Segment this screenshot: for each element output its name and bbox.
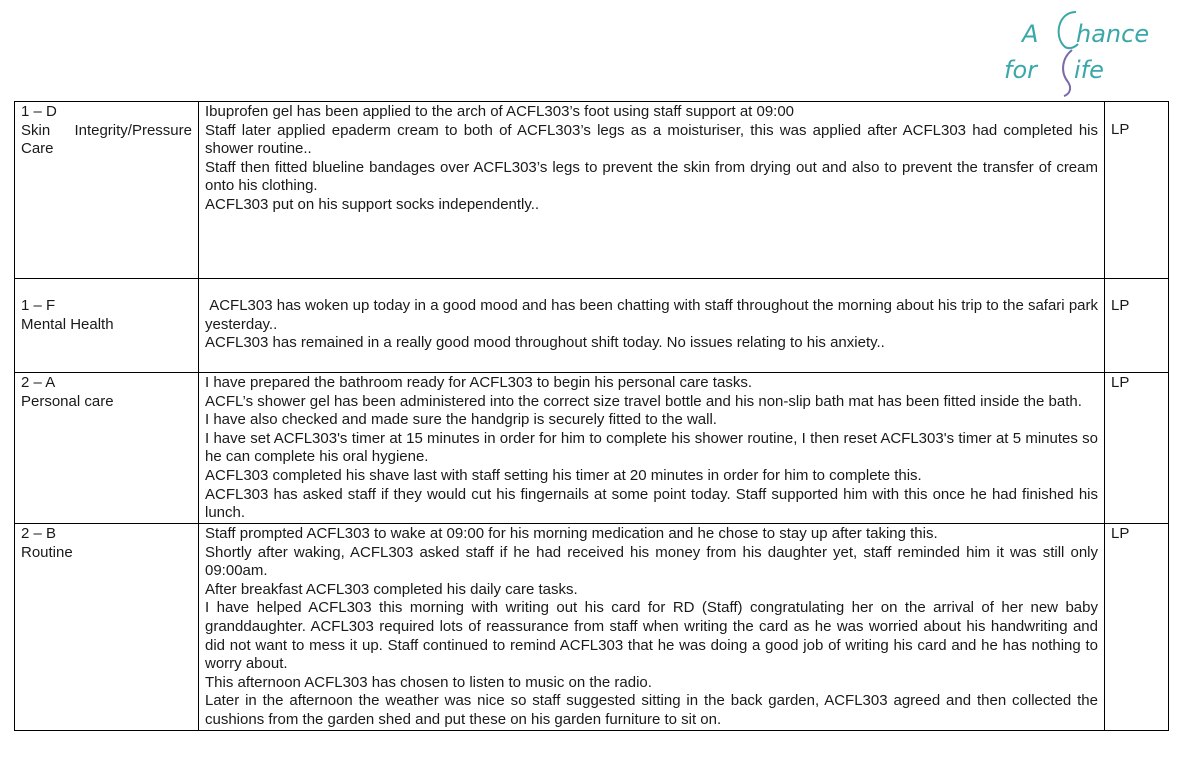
note-paragraph: After breakfast ACFL303 completed his daily care tasks. — [205, 580, 578, 598]
note-paragraph: Later in the afternoon the weather was nice so staff suggested sitting in the back garden, ACFL303 agreed and then collected the cushions from the garden shed and put these on his garden furniture to sit on. — [205, 692, 1098, 728]
section-cell — [15, 373, 199, 524]
staff-initials: LP — [1111, 121, 1130, 138]
note-paragraph: I have also checked and made sure the handgrip is securely fitted to the wall. — [205, 411, 717, 429]
section-cell — [15, 279, 199, 373]
section-cell — [15, 102, 199, 279]
note-paragraph: ACFL303 has asked staff if they would cut his fingernails at some point today. Staff supported him with this once he had finished his lunch. — [205, 485, 1098, 522]
note-paragraph: Staff then fitted blueline bandages over ACFL303’s legs to prevent the skin from drying out and also to prevent the transfer of cream onto his clothing. — [205, 158, 1098, 195]
section-title: Personal care — [21, 392, 114, 410]
notes-cell — [199, 279, 1105, 373]
staff-initials-cell — [1105, 102, 1169, 279]
staff-initials: LP — [1111, 525, 1130, 542]
staff-initials-cell — [1105, 279, 1169, 373]
section-cell — [15, 524, 199, 731]
note-paragraph: ACFL’s shower gel has been administered into the correct size travel bottle and his non-slip bath mat has been fitted inside the bath. — [205, 392, 1082, 410]
staff-initials-cell — [1105, 373, 1169, 524]
note-paragraph: I have helped ACFL303 this morning with writing out his card for RD (Staff) congratulating her on the arrival of her new baby granddaughter. ACFL303 required lots of reassurance from staff when writing the card as he was worried about his handwriting and did not want to mess it up. Staff continued to remind ACFL303 that he was doing a good job of writing his card and he has nothing to worry about. — [205, 599, 1098, 673]
staff-initials: LP — [1111, 374, 1130, 391]
table-row — [15, 279, 1169, 373]
section-title: Skin Integrity/Pressure Care — [21, 121, 192, 158]
note-paragraph: Ibuprofen gel has been applied to the arch of ACFL303’s foot using staff support at 09:00 — [205, 103, 795, 120]
logo-letter-a: A — [1022, 20, 1039, 48]
note-paragraph: ACFL303 has woken up today in a good mood and has been chatting with staff throughout the morning about his trip to the safari park yesterday.. — [205, 297, 1103, 333]
notes-cell — [199, 373, 1105, 524]
logo-word-for: for — [1004, 56, 1037, 84]
table-row — [15, 524, 1169, 731]
table-row — [15, 102, 1169, 279]
note-paragraph: ACFL303 put on his support socks independently.. — [205, 195, 540, 213]
table-row — [15, 373, 1169, 524]
note-paragraph: Staff later applied epaderm cream to both of ACFL303’s legs as a moisturiser, this was applied after ACFL303 had completed his shower routine.. — [205, 121, 1098, 158]
logo-word-ife: ife — [1074, 56, 1104, 84]
note-paragraph: Shortly after waking, ACFL303 asked staff if he had received his money from his daughter yet, staff reminded him it was still only 09:00am. — [205, 543, 1098, 580]
logo-l-swirl — [1063, 50, 1072, 96]
section-code: 2 – A — [21, 374, 56, 391]
notes-cell — [199, 102, 1105, 279]
notes-cell — [199, 524, 1105, 731]
care-notes-table — [14, 101, 1169, 731]
staff-initials-cell — [1105, 524, 1169, 731]
logo-mark — [998, 6, 1163, 98]
note-paragraph: This afternoon ACFL303 has chosen to listen to music on the radio. — [205, 673, 652, 691]
section-code: 1 – F — [21, 297, 56, 314]
note-paragraph: I have set ACFL303's timer at 15 minutes in order for him to complete his shower routine, I then reset ACFL303's timer at 5 minutes so he can complete his oral hygiene. — [205, 429, 1098, 466]
note-paragraph: ACFL303 completed his shave last with staff setting his timer at 20 minutes in order for him to complete this. — [205, 466, 922, 484]
logo-word-hance: hance — [1076, 20, 1150, 48]
a-chance-for-life-logo — [998, 6, 1163, 98]
note-paragraph: Staff prompted ACFL303 to wake at 09:00 for his morning medication and he chose to stay up after taking this. — [205, 525, 938, 542]
section-title: Routine — [21, 543, 73, 561]
note-paragraph: ACFL303 has remained in a really good mood throughout shift today. No issues relating to his anxiety.. — [205, 334, 885, 352]
staff-initials: LP — [1111, 297, 1130, 314]
section-code: 2 – B — [21, 525, 57, 542]
section-code: 1 – D — [21, 103, 57, 120]
section-title: Mental Health — [21, 315, 114, 333]
note-paragraph: I have prepared the bathroom ready for ACFL303 to begin his personal care tasks. — [205, 374, 752, 391]
